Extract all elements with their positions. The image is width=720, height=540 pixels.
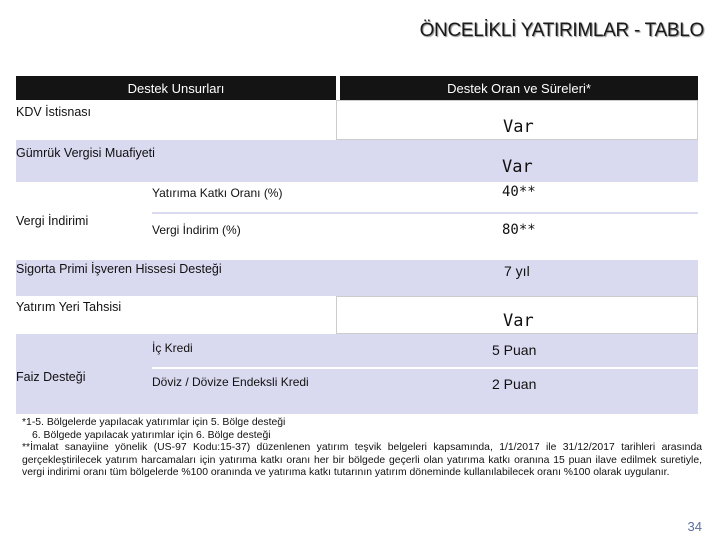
row-kdv-value: Var <box>503 117 534 137</box>
footnotes <box>22 417 702 480</box>
row-vergi-sub1-value: 40** <box>502 184 536 200</box>
row-yatirim-yeri-label: Yatırım Yeri Tahsisi <box>16 300 122 314</box>
row-faiz-sub1-label: İç Kredi <box>152 341 193 355</box>
header-destek-unsurlari: Destek Unsurları <box>16 76 336 100</box>
row-vergi-label: Vergi İndirimi <box>16 214 89 228</box>
row-vergi-sub1-label: Yatırıma Katkı Oranı (%) <box>152 186 283 200</box>
row-gumruk-label-cell <box>16 140 698 182</box>
row-yatirim-yeri-value: Var <box>503 311 534 331</box>
header-destek-oran: Destek Oran ve Süreleri* <box>340 76 698 100</box>
footnote-1: *1-5. Bölgelerde yapılacak yatırımlar için 5. Bölge desteği <box>22 417 286 428</box>
faiz-divider <box>152 367 698 369</box>
footnote-2: 6. Bölgede yapılacak yatırımlar için 6. Bölge desteği <box>32 429 271 441</box>
row-yatirim-yeri-value-cell <box>336 296 698 334</box>
row-kdv-label-cell <box>16 100 336 140</box>
row-yatirim-yeri-label-cell <box>16 296 336 334</box>
row-faiz-sub2-value: 2 Puan <box>492 376 537 392</box>
row-sigorta-value: 7 yıl <box>504 263 530 279</box>
row-sigorta-label: Sigorta Primi İşveren Hissesi Desteği <box>16 262 222 276</box>
footnote-3: **İmalat sanayiine yönelik (US-97 Kodu:15-37) düzenlenen yatırım teşvik belgeleri kapsamında, 1/1/2017 ile 31/12/2017 tarihleri arasında gerçekleştirilecek yatırım harcamaları için yatırıma katkı oranı her bir bölgede geçerli olan yatırıma katkı oranına 15 puan ilave edilmek suretiyle, vergi indirimi oranı tüm bölgelerde %100 oranında ve yatırıma katkı tutarının yatırım döneminde kullanılabilecek oranı %100 olarak uygulanır. <box>22 442 702 479</box>
row-sigorta-cell <box>16 260 698 296</box>
row-faiz-label: Faiz Desteği <box>16 370 86 384</box>
row-gumruk-value: Var <box>502 157 533 177</box>
row-faiz-cell <box>16 334 698 414</box>
row-vergi-cell <box>16 182 698 260</box>
vergi-divider <box>152 212 698 214</box>
row-vergi-sub2-label: Vergi İndirim (%) <box>152 223 241 237</box>
row-faiz-sub1-value: 5 Puan <box>492 342 537 358</box>
row-kdv-value-cell <box>336 100 698 140</box>
row-gumruk-label: Gümrük Vergisi Muafiyeti <box>16 146 155 160</box>
page-number: 34 <box>687 519 702 534</box>
row-vergi-sub2-value: 80** <box>502 222 536 238</box>
page-title: ÖNCELİKLİ YATIRIMLAR - TABLO <box>419 20 704 41</box>
row-kdv-label: KDV İstisnası <box>16 105 92 119</box>
row-faiz-sub2-label: Döviz / Dövize Endeksli Kredi <box>152 375 309 389</box>
